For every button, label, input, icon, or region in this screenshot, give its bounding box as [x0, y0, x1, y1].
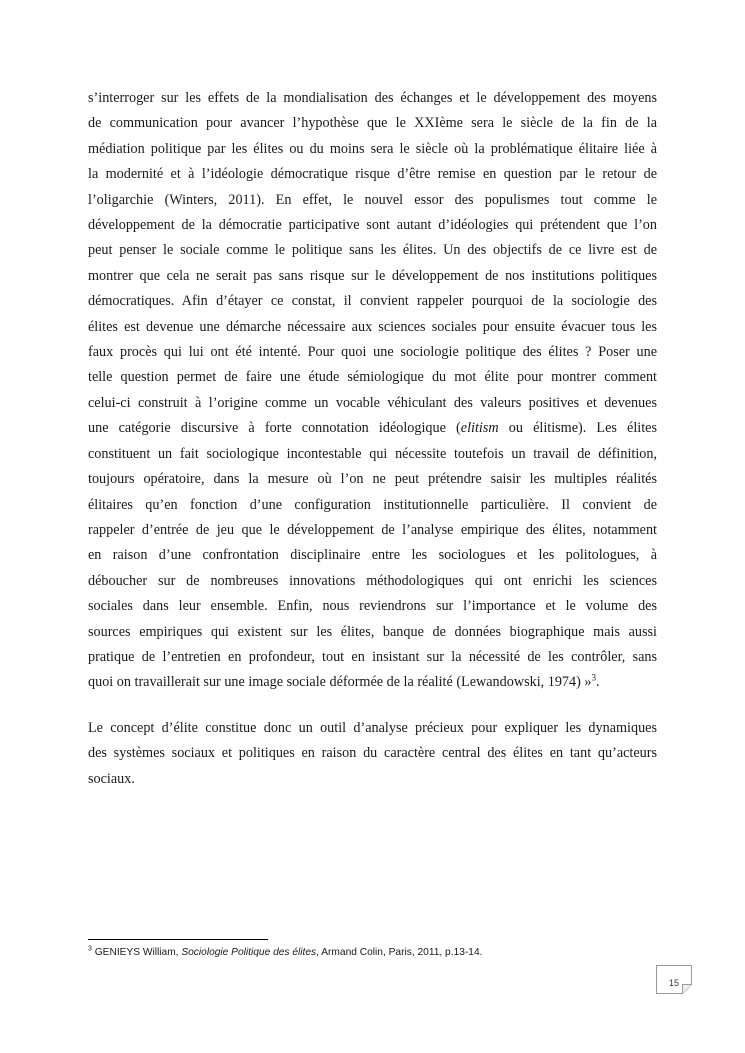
body-paragraph-1	[88, 86, 657, 696]
text-line: des systèmes sociaux et politiques en raison du caractère central des élites en tant qu’acteurs	[88, 745, 657, 762]
text-line: déboucher sur de nombreuses innovations méthodologiques qui ont enrichi les sciences	[88, 572, 657, 589]
text-line: telle question permet de faire une étude sémiologique du mot élite pour montrer comment	[88, 369, 657, 386]
text-line: Le concept d’élite constitue donc un outil d’analyse précieux pour expliquer les dynamiques	[88, 720, 657, 736]
text-line: constituent un fait sociologique incontestable qui nécessite toutefois un travail de définition,	[88, 445, 657, 462]
text-line: sources empiriques qui existent sur les élites, banque de données biographique mais aussi	[88, 623, 657, 640]
text-line: de communication pour avancer l’hypothèse que le XXIème sera le siècle de la fin de la	[88, 115, 657, 132]
text-segment: quoi on travaillerait sur une image sociale déformée de la réalité (Lewandowski, 1974) »	[88, 674, 592, 691]
text-line: rappeler d’entrée de jeu que le développement de l’analyse empirique des élites, notamment	[88, 521, 657, 538]
body-paragraph-2	[88, 716, 657, 792]
text-line: l’oligarchie (Winters, 2011). En effet, le nouvel essor des populismes tout comme le	[88, 191, 657, 208]
text-line-last: sociaux.	[88, 770, 135, 787]
text-line: en raison d’une confrontation disciplinaire entre les sociologues et les politologues, à	[88, 547, 657, 564]
text-line: s’interroger sur les effets de la mondialisation des échanges et le développement des moyens	[88, 90, 657, 106]
text-segment: .	[595, 674, 600, 691]
footnote-author: GENIEYS William,	[91, 947, 182, 958]
text-line: pratique de l’entretien en profondeur, tout en insistant sur la nécessité de les contrôler, sans	[88, 648, 657, 665]
text-line: élitaires qu’en fonction d’une configuration institutionnelle particulière. Il convient de	[88, 496, 657, 513]
footnote-separator	[88, 939, 268, 940]
text-line: peut penser le sociale comme le politique sans les élites. Un des objectifs de ce livre est de	[88, 242, 657, 259]
text-line: toujours opératoire, dans la mesure où l’on ne peut prétendre saisir les multiples réalités	[88, 471, 657, 488]
text-line: faux procès qui lui ont été intenté. Pour quoi une sociologie politique des élites ? Poser une	[88, 344, 657, 361]
text-segment: ou élitisme). Les élites	[498, 420, 658, 437]
text-line: médiation politique par les élites ou du moins sera le siècle où la problématique élitaire liée à	[88, 140, 657, 157]
text-line: élites est devenue une démarche nécessaire aux sciences sociales pour ensuite évacuer tous les	[88, 318, 657, 335]
text-line: celui-ci construit à l’origine comme un vocable véhiculant des valeurs positives et devenues	[88, 394, 657, 411]
text-line-with-italic	[88, 416, 657, 441]
text-line: développement de la démocratie participative sont autant d’idéologies qui prétendent que l’on	[88, 217, 657, 234]
footnote-number: 3	[88, 945, 92, 953]
italic-term: elitism	[460, 420, 499, 437]
text-segment: une catégorie discursive à forte connotation idéologique (	[88, 420, 461, 437]
footnote-details: , Armand Colin, Paris, 2011, p.13-14.	[316, 947, 483, 958]
page-number-box	[656, 965, 692, 994]
page-number: 15	[669, 978, 680, 988]
footnote	[88, 947, 482, 958]
text-line: démocratiques. Afin d’étayer ce constat, il convient rappeler pourquoi de la sociologie des	[88, 293, 657, 310]
text-line: sociales dans leur ensemble. Enfin, nous reviendrons sur l’importance et le volume des	[88, 598, 657, 615]
text-line-last	[88, 670, 657, 695]
text-line: la modernité et à l’idéologie démocratique risque d’être remise en question par le retour de	[88, 166, 657, 183]
text-line: montrer que cela ne serait pas sans risque sur le développement de nos institutions politiques	[88, 267, 657, 284]
footnote-title: Sociologie Politique des élites	[181, 947, 317, 958]
footnote-reference[interactable]: 3	[591, 672, 596, 683]
